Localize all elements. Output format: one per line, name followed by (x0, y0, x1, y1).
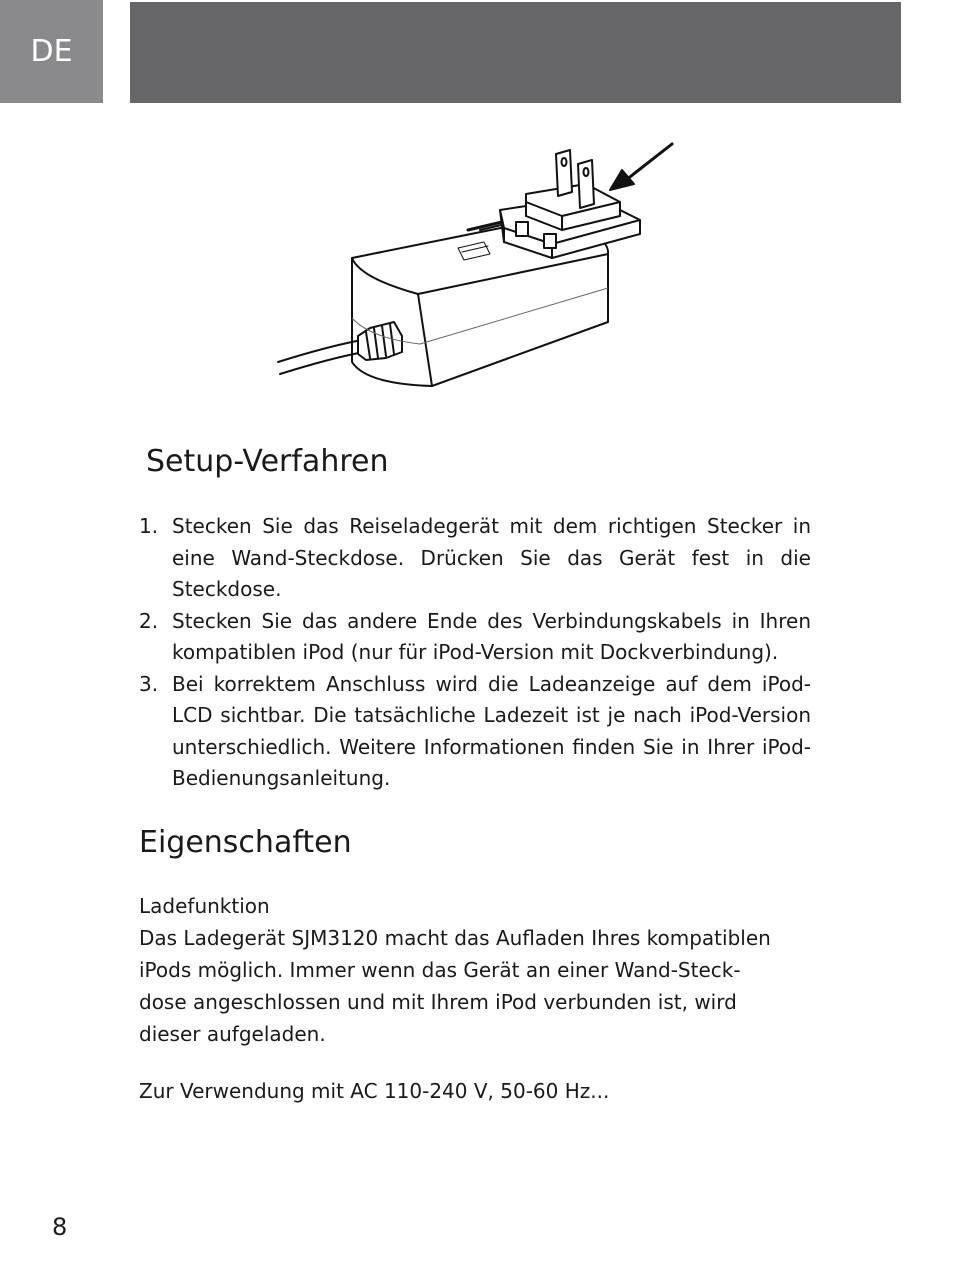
list-item (139, 511, 811, 606)
wall-charger-plug-icon (270, 130, 690, 400)
description-line: dieser aufgeladen. (139, 1022, 326, 1046)
charging-subheading: Ladefunktion (139, 894, 270, 918)
charging-description (139, 922, 819, 1050)
list-item (139, 606, 811, 669)
description-line: iPods möglich. Immer wenn das Gerät an einer Wand-Steck- (139, 958, 741, 982)
header-bar (130, 2, 901, 103)
step-text: Bei korrektem Anschluss wird die Ladeanzeige auf dem iPod-LCD sichtbar. Die tatsächliche Ladezeit ist je nach iPod-Version unterschiedlich. Weitere Informationen finden Sie in Ihrer iPod-Bedienungsanleitung. (172, 671, 811, 790)
setup-heading: Setup-Verfahren (146, 444, 389, 479)
list-item (139, 669, 811, 795)
step-number: 2. (139, 608, 159, 633)
step-text: Stecken Sie das andere Ende des Verbindungskabels in Ihren kompatiblen iPod (nur für iPod-Version mit Dockverbindung). (172, 608, 811, 664)
voltage-spec: Zur Verwendung mit AC 110-240 V, 50-60 Hz... (139, 1079, 610, 1103)
language-label: DE (30, 34, 73, 69)
step-text: Stecken Sie das Reiseladegerät mit dem richtigen Stecker in eine Wand-Steckdose. Drücken Sie das Gerät fest in die Steckdose. (172, 514, 811, 601)
step-number: 3. (139, 671, 159, 696)
setup-steps-list (139, 511, 811, 795)
description-line: Das Ladegerät SJM3120 macht das Aufladen Ihres kompatiblen (139, 926, 771, 950)
language-tab (0, 0, 103, 103)
page-number: 8 (52, 1213, 68, 1241)
step-number: 1. (139, 514, 159, 538)
description-line: dose angeschlossen und mit Ihrem iPod verbunden ist, wird (139, 990, 737, 1014)
properties-heading: Eigenschaften (139, 825, 352, 860)
